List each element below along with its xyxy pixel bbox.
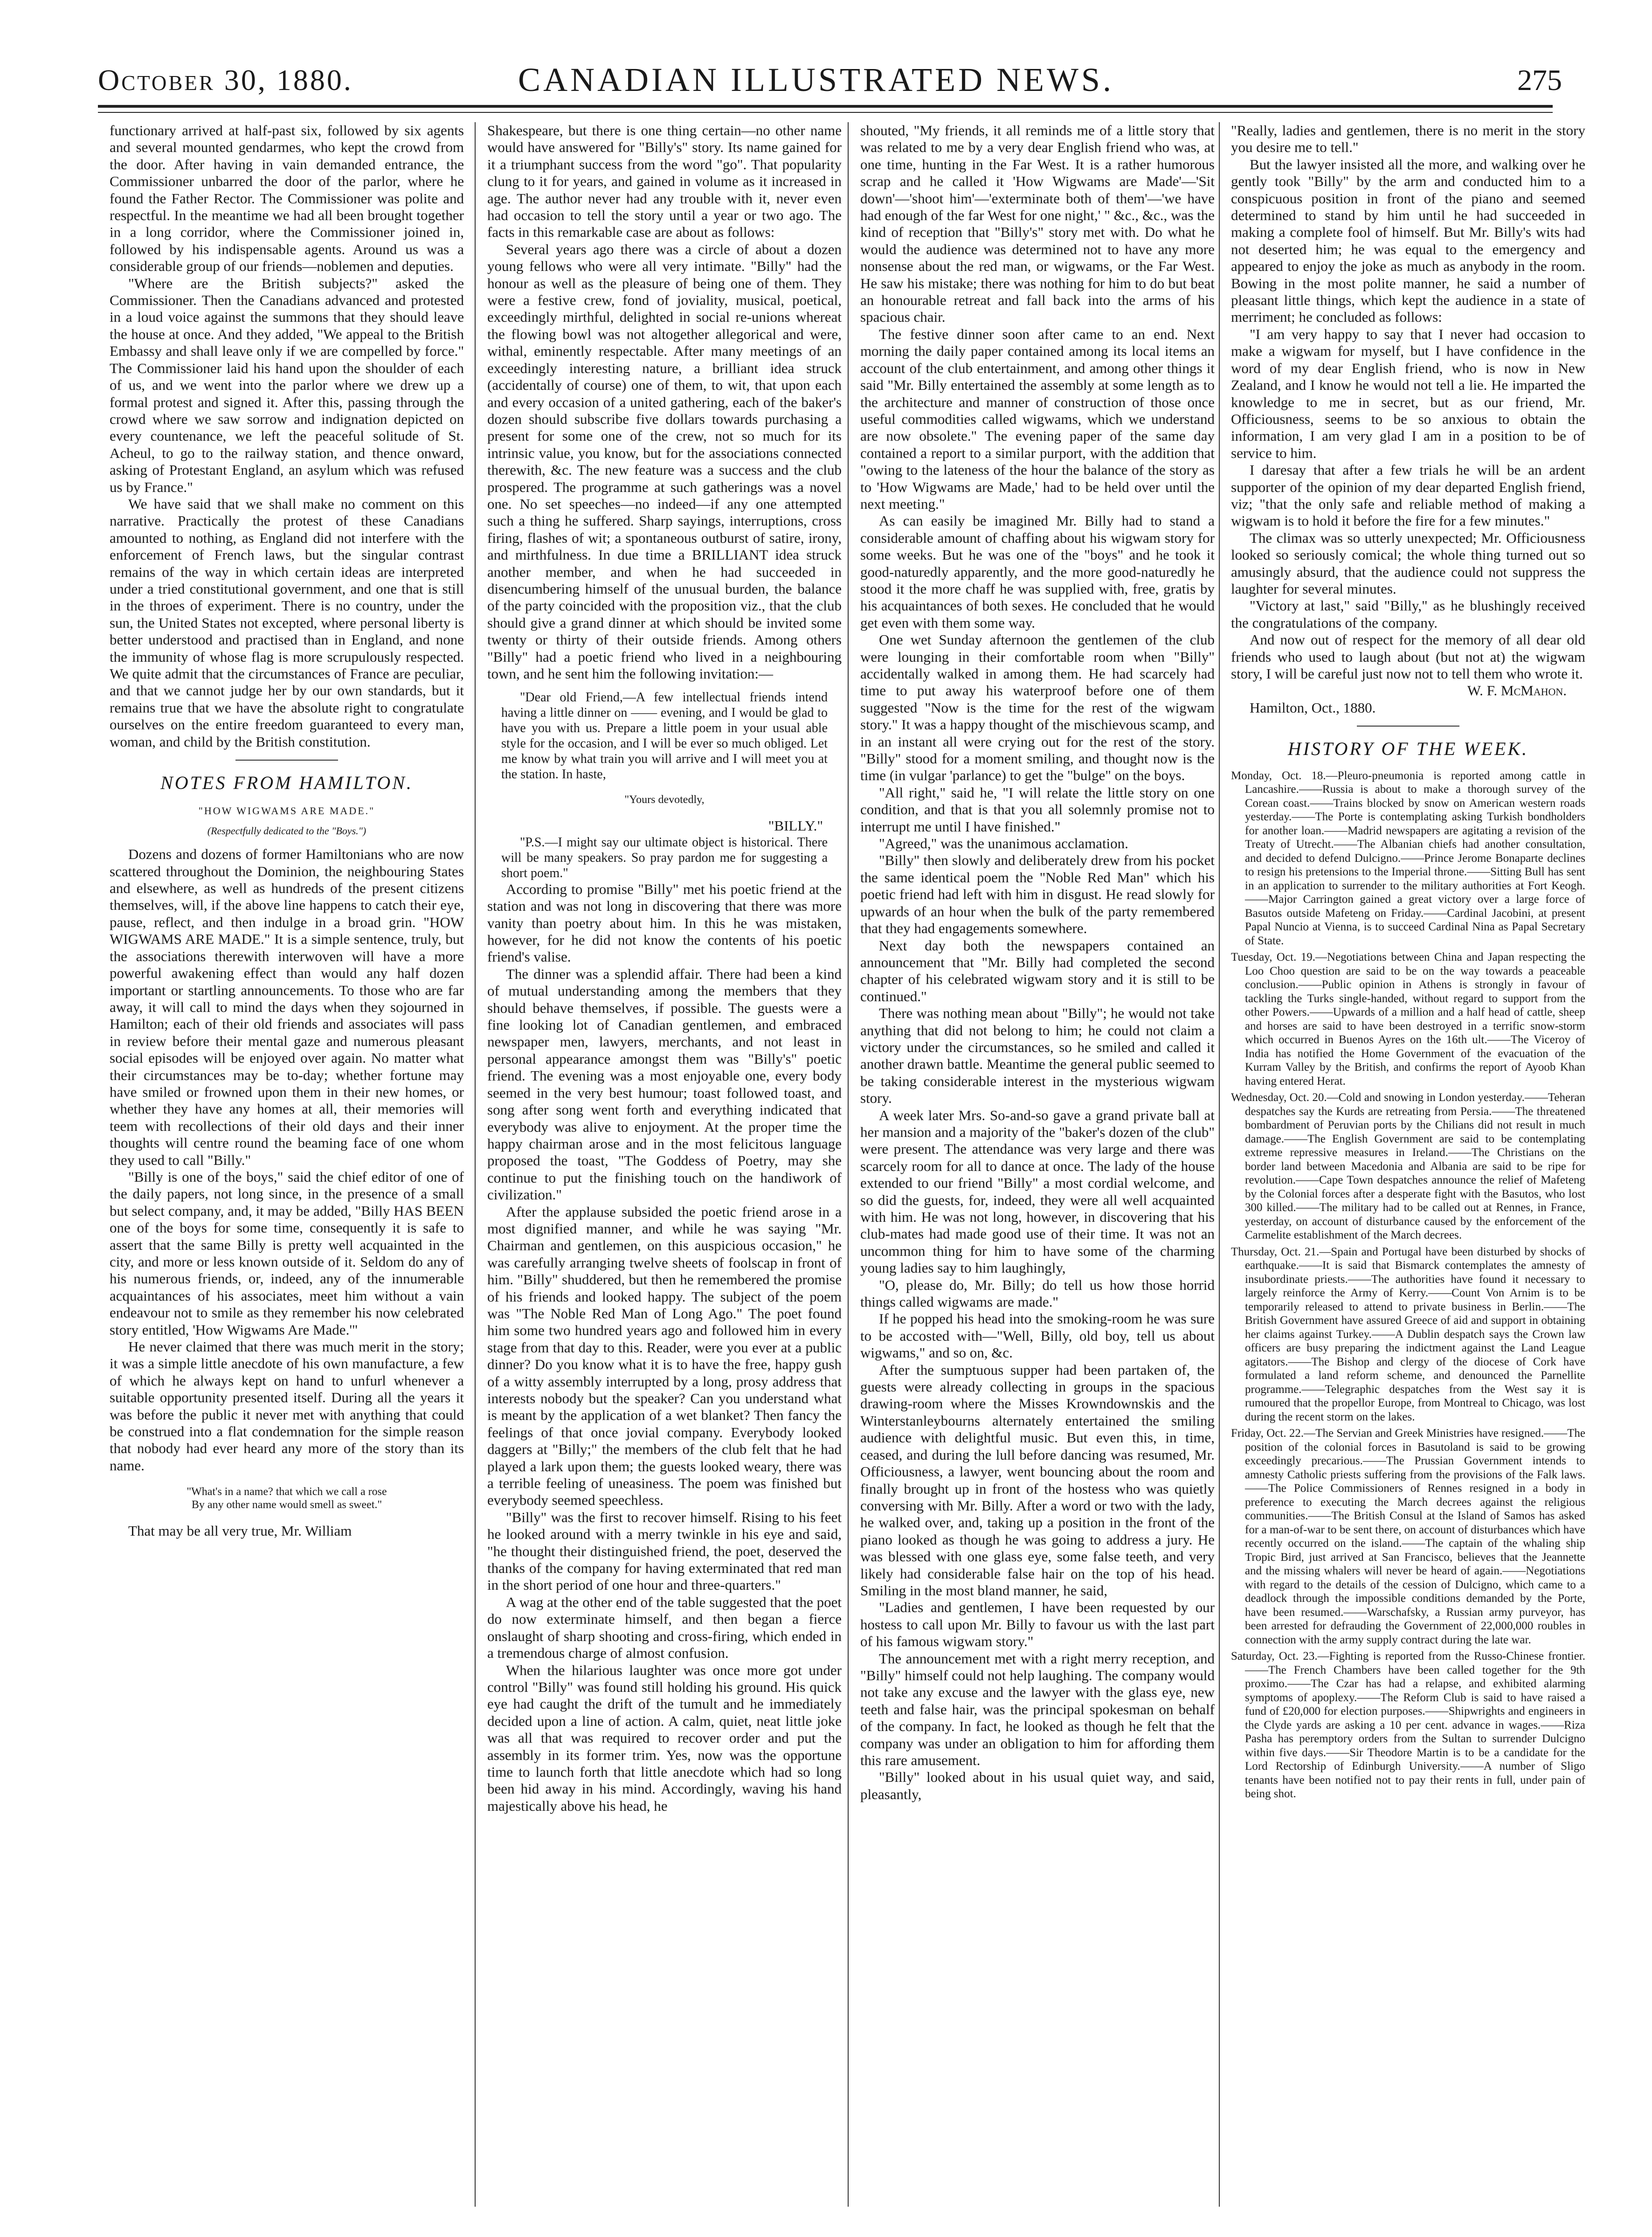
newspaper-title: CANADIAN ILLUSTRATED NEWS. [518, 61, 1114, 98]
paragraph: When the hilarious laughter was once more got under control "Billy" was found still holding his ground. His quick eye had caught the drift of the tumult and he immediately decided upon a line of action. A calm, quiet, neat little joke was all that was required to recover order and put the assembly in its former trim. Yes, now was the opportune time to launch forth that little anecdote which had so long been hid away in his mind. Accordingly, waving his hand majestically above his head, he [487, 1662, 842, 1814]
column-divider [1219, 122, 1220, 2207]
paragraph: After the applause subsided the poetic friend arose in a most dignified manner, and while he was saying "Mr. Chairman and gentlemen, on this auspicious occasion," he was carefully arranging twelve sheets of foolscap in front of him. "Billy" shuddered, but then he remembered the promise of his friends and looked happy. The subject of the poem was "The Noble Red Man of Long Ago." The poet found him some two hundred years ago and followed him in every stage from that day to this. Reader, were you ever at a public dinner? Do you know what it is to have the free, happy gush of a witty assembly interrupted by a long, prosy address that interests nobody but the speaker? Can you understand what is meant by the application of a wet blanket? Then fancy the feelings of that once jovial company. Everybody looked daggers at "Billy;" the members of the club felt that he had played a lark upon them; the guests looked weary, there was a terrible feeling of uneasiness. The poem was finished but everybody seemed speechless. [487, 1203, 842, 1509]
week-entry-tuesday: Tuesday, Oct. 19.—Negotiations between China and Japan respecting the Loo Choo question are said to be on the way towards a peaceable conclusion.——Public opinion in Athens is strongly in favour of tackling the Turks single-handed, without regard to support from the other Powers.——Upwards of a million and a half head of cattle, sheep and horses are said to have been destroyed in a terrific snow-storm which occurred in Buenos Ayres on the 16th ult.——The Viceroy of India has notified the Home Government of the evacuation of the Kurram Valley by the British, and confirms the report of Ayoob Khan having entered Herat. [1231, 951, 1585, 1087]
letter-signature: "BILLY." [768, 817, 823, 834]
paragraph: The festive dinner soon after came to an end. Next morning the daily paper contained among its local items an account of the club entertainment, and among other things it said "Mr. Billy entertained the assembly at some length as to the architecture and manner of construction of those once useful commodities called wigwams, which we understand are now obsolete." The evening paper of the same day contained a report to a similar purport, with the addition that "owing to the lateness of the hour the balance of the story as to 'How Wigwams are Made,' had to be held over until the next meeting." [860, 326, 1215, 512]
column-4 [1231, 122, 1585, 1804]
column-2 [487, 122, 842, 1815]
section-divider [235, 760, 338, 761]
paragraph: "O, please do, Mr. Billy; do tell us how those horrid things called wigwams are made." [860, 1276, 1215, 1310]
paragraph: As can easily be imagined Mr. Billy had to stand a considerable amount of chaffing about his wigwam story for some weeks. But he was one of the "boys" and he took it good-naturedly apparently, and the more good-naturedly he stood it the more chaff he was supplied with, free, gratis by his acquaintances of both sexes. He concluded that he would get even with them some way. [860, 513, 1215, 631]
article-subtitle: "HOW WIGWAMS ARE MADE." [198, 805, 375, 817]
paragraph: Shakespeare, but there is one thing certain—no other name would have answered for "Billy's" story. Its name gained for it a triumphant success from the word "go". That popularity clung to it for years, and gained in volume as it increased in age. The author never had any trouble with it, never even had occasion to tell the story until a year or two ago. The facts in this remarkable case are about as follows: [487, 122, 842, 241]
column-3 [860, 122, 1215, 1803]
paragraph: That may be all very true, Mr. William [128, 1523, 352, 1539]
paragraph: But the lawyer insisted all the more, and walking over he gently took "Billy" by the arm and conducted him to a conspicuous position in front of the piano and seemed determined to stand by him until he had succeeded in making a complete fool of himself. But Mr. Billy's wits had not deserted him; he was equal to the emergency and appeared to enjoy the joke as much as anybody in the room. Bowing in the most polite manner, he said a number of pleasant little things, which kept the audience in a state of merriment; he concluded as follows: [1231, 156, 1585, 326]
paragraph: shouted, "My friends, it all reminds me of a little story that was related to me by a very dear English friend who was, at one time, hunting in the Far West. It is a rather humorous scrap and he called it 'How Wigwams are Made'—'Sit down'—'shoot him'—'exterminate both of them'—'we have had enough of the far West for one night,' " &c., &c., was the kind of reception that "Billy's" story met with. Do what he would the audience was determined not to have any more nonsense about the red man, or wigwams, or the Far West. He saw his mistake; there was nothing for him to do but beat an honourable retreat and fall back into the arms of his spacious chair. [860, 122, 1215, 326]
paragraph: Several years ago there was a circle of about a dozen young fellows who were all very intimate. "Billy" had the honour as well as the pleasure of being one of them. They were a festive crew, fond of joviality, musical, poetical, exceedingly mirthful, delighted in social re-unions whereat the flowing bowl was not altogether allegorical and were, withal, eminently respectable. After many meetings of an exceedingly interesting nature, a brilliant idea struck (accidentally of course) one of them, to wit, that upon each and every occasion of a united gathering, each of the baker's dozen should subscribe five dollars towards purchasing a present for some one of the crew, not so much for its intrinsic value, you know, but for the associations connected therewith, &c. The new feature was a success and the club prospered. The programme at such gatherings was a novel one. No set speeches—no indeed—if any one attempted such a thing he suffered. Sharp sayings, interruptions, cross firing, flashes of wit; a spontaneous outburst of satire, irony, and mirthfulness. In due time a BRILLIANT idea struck another member, and when he had succeeded in disencumbering himself of the unusual burden, the balance of the party coincided with the proposition viz., that the club should give a grand dinner at which should be invited some twenty or thirty of their outside friends. Among others "Billy" had a poetic friend who lived in a neighbouring town, and he sent him the following invitation:— [487, 241, 842, 682]
week-entry-wednesday: Wednesday, Oct. 20.—Cold and snowing in London yesterday.——Teheran despatches say the Kurds are retreating from Persia.——The threatened bombardment of Peruvian ports by the Chilians did not result in much damage.——The English Government are said to be contemplating extreme repressive measures in Ireland.——The Christians on the border land between Macedonia and Albania are said to be ripe for revolution.——Cape Town despatches announce the relief of Mafeteng by the Colonial forces after a desperate fight with the Basutos, who lost 300 killed.——The military had to be called out at Rennes, in France, yesterday, on account of disturbance caused by the enforcement of the Carmelite establishment of the March decrees. [1231, 1091, 1585, 1242]
masthead-rule [98, 105, 1553, 108]
paragraph: There was nothing mean about "Billy"; he would not take anything that did not belong to him; he could not claim a victory under the circumstances, so he smiled and called it another drawn battle. Meantime the general public seemed to be taking considerable interest in the mysterious wigwam story. [860, 1005, 1215, 1107]
paragraph: "Billy is one of the boys," said the chief editor of one of the daily papers, not long since, in the presence of a small but select company, and, it may be added, "Billy HAS BEEN one of the boys for some time, consequently it is safe to assert that the same Billy is pretty well acquainted in the city, and more or less known outside of it. Seldom do any of his numerous friends, or, indeed, any of the innumerable acquaintances of his associates, meet him without a vain endeavour not to smile as they remember his now celebrated story entitled, 'How Wigwams Are Made.'" [110, 1168, 464, 1338]
issue-date: October 30, 1880. [98, 63, 353, 97]
paragraph: A wag at the other end of the table suggested that the poet do now exterminate himself, and then began a fierce onslaught of sharp shooting and cross-firing, which ended in a tremendous charge of almost confusion. [487, 1593, 842, 1662]
paragraph: functionary arrived at half-past six, followed by six agents and several mounted gendarmes, who kept the crowd from the door. After having in vain demanded entrance, the Commissioner unbarred the door of the parlor, where he found the Father Rector. The Commissioner was polite and respectful. In the meantime we had all been brought together in a long corridor, where the Commissioner joined in, followed by his indispensable agents. Around us was a considerable group of our friends—noblemen and deputies. [110, 122, 464, 275]
paragraph: After the sumptuous supper had been partaken of, the guests were already collecting in groups in the spacious drawing-room where the Misses Krowndownskis and the Winterstanleybourns alternately entertained the smiling audience with delightful music. But even this, in time, ceased, and during the lull before dancing was resumed, Mr. Officiousness, a lawyer, went bouncing about the room and finally brought up in front of the hostess who was quietly conversing with Mr. Billy. After a word or two with the lady, he walked over, and, taking up a position in the front of the piano looked as though he was going to address a jury. He was blessed with one glass eye, some false teeth, and very likely had considerable false hair on the top of his head. Smiling in the most bland manner, he said, [860, 1361, 1215, 1599]
paragraph: A week later Mrs. So-and-so gave a grand private ball at her mansion and a majority of the "baker's dozen of the club" were present. The attendance was very large and there was scarcely room for all to dance at once. The lady of the house extended to our friend "Billy" a most cordial welcome, and so did the guests, for, indeed, they were all well acquainted with him. He was not long, however, in discovering that his club-mates had made good use of their time. It was not an uncommon thing for him to have some of the charming young ladies say to him laughingly, [860, 1107, 1215, 1276]
paragraph: "All right," said he, "I will relate the little story on one condition, and that is that you all solemnly promise not to interrupt me until I have finished." [860, 784, 1215, 835]
paragraph: If he popped his head into the smoking-room he was sure to be accosted with—"Well, Billy, old boy, tell us about wigwams," and so on, &c. [860, 1310, 1215, 1361]
week-entry-thursday: Thursday, Oct. 21.—Spain and Portugal have been disturbed by shocks of earthquake.——It is said that Bismarck contemplates the amnesty of insubordinate priests.——The authorities have found it necessary to largely reinforce the Army of Kerry.——Count Von Arnim is to be temporarily released to attend to private business in Berlin.——The British Government have assured Greece of aid and support in obtaining her claims against Turkey.——A Dublin despatch says the Crown law officers are busy preparing the indictment against the Land League agitators.——The Bishop and clergy of the diocese of Cork have formulated a land reform scheme, and denounced the Parnellite programme.——Telegraphic despatches from the West say it is rumoured that the propellor Europe, from Montreal to Chicago, was lost during the recent storm on the lakes. [1231, 1245, 1585, 1423]
page-number: 275 [1517, 63, 1562, 97]
paragraph: We have said that we shall make no comment on this narrative. Practically the protest of these Canadians amounted to nothing, as England did not interfere with the enforcement of French laws, but the singular contrast remains of the way in which certain ideas are interpreted under a tried constitutional government, and one that is still in the throes of experiment. There is no country, under the sun, the United States not excepted, where personal liberty is better understood and practised than in England, and none the immunity of whose flag is more scrupulously respected. We quite admit that the circumstances of France are peculiar, and that we cannot judge her by our own standards, but it remains true that we have the absolute right to congratulate ourselves on the entire freedom guaranteed to every man, woman, and child by the British constitution. [110, 495, 464, 750]
column-divider [475, 122, 476, 2207]
verse-line: By any other name would smell as sweet." [191, 1499, 382, 1511]
paragraph: The climax was so utterly unexpected; Mr. Officiousness looked so seriously comical; the whole thing turned out so amusingly absurd, that the audience could not suppress the laughter for several minutes. [1231, 529, 1585, 597]
paragraph: "Where are the British subjects?" asked the Commissioner. Then the Canadians advanced and protested in a loud voice against the summons that they should leave the house at once. And they added, "We appeal to the British Embassy and shall leave only if we are compelled by force." The Commissioner laid his hand upon the shoulder of each of us, and we went into the parlor where we drew up a formal protest and signed it. After this, passing through the crowd where we saw sorrow and indignation depicted on every countenance, we left the peaceful solitude of St. Acheul, to go to the railway station, and thence onward, asking of Protestant England, an asylum which was refused us by France." [110, 275, 464, 495]
week-entry-friday: Friday, Oct. 22.—The Servian and Greek Ministries have resigned.——The position of the colonial forces in Basutoland is said to be growing exceedingly precarious.——The Prussian Government intends to amnesty Catholic priests suffering from the provisions of the Falk laws.——The Police Commissioners of Rennes resigned in a body in preference to executing the March decrees against the religious communities.——The British Consul at the Island of Samos has asked for a man-of-war to be sent there, on account of disturbances which have recently occurred on the island.——The captain of the whaling ship Tropic Bird, just arrived at San Francisco, believes that the Jeannette and the missing whalers will never be heard of again.——Negotiations with regard to the details of the cession of Dulcigno, which came to a deadlock through the impossible conditions demanded by the Porte, have been resumed.——Warschafsky, a Russian army purveyor, has been arrested for defrauding the Government of 22,000,000 roubles in connection with the army supply contract during the late war. [1231, 1427, 1585, 1646]
paragraph: "Victory at last," said "Billy," as he blushingly received the congratulations of the company. [1231, 597, 1585, 631]
section-title-history-of-the-week: HISTORY OF THE WEEK. [1287, 738, 1529, 760]
author-signature: W. F. McMahon. [1467, 682, 1567, 699]
paragraph: Next day both the newspapers contained an announcement that "Mr. Billy had completed the second chapter of his celebrated wigwam story and it is still to be continued." [860, 937, 1215, 1004]
masthead [70, 51, 1562, 103]
history-of-the-week [1231, 769, 1585, 1801]
verse-line: "What's in a name? that which we call a rose [187, 1486, 387, 1498]
paragraph: Dozens and dozens of former Hamiltonians who are now scattered throughout the Dominion, the neighbouring States and elsewhere, as well as hundreds of the present citizens themselves, will, if the above line happens to catch their eye, pause, reflect, and then indulge in a broad grin. "HOW WIGWAMS ARE MADE." It is a simple sentence, truly, but the associations therewith interwoven will have a more powerful awakening effect than would any half dozen important or startling announcements. To those who are far away, it will call to mind the days when they sojourned in Hamilton; each of their old friends and associates will pass in review before their mental gaze and numerous pleasant social episodes will be enjoyed over again. No matter what their circumstances may be to-day; whether fortune may have smiled or frowned upon them in their new homes, or whether they have any homes at all, their memories will teem with recollections of their old days and their inner thoughts will centre round the beaming face of one whom they used to call "Billy." [110, 846, 464, 1168]
column-divider [848, 122, 849, 2207]
paragraph: The dinner was a splendid affair. There had been a kind of mutual understanding among the members that they should behave themselves, if possible. The guests were a fine looking lot of Canadian gentlemen, and embraced newspaper men, lawyers, merchants, and not least in personal appearance amongst them was "Billy's" poetic friend. The evening was a most enjoyable one, every body seemed in the very best humour; toast followed toast, and song after song went forth and everything indicated that everybody was alive to enjoyment. At the proper time the happy chairman arose and in the most felicitous language proposed the toast, "The Goddess of Poetry, may she continue to put the finishing touch on the handiwork of civilization." [487, 965, 842, 1203]
paragraph: I daresay that after a few trials he will be an ardent supporter of the opinion of my dear departed English friend, viz; "that the only safe and reliable method of making a wigwam is to hold it before the fire for a few minutes." [1231, 462, 1585, 529]
paragraph: According to promise "Billy" met his poetic friend at the station and was not long in discovering that there was more vanity than poetry about him. In this he was mistaken, however, for he did not know the contents of his poetic friend's valise. [487, 880, 842, 965]
invitation-letter: "Dear old Friend,—A few intellectual friends intend having a little dinner on —— evening, and I would be glad to have you with us. Prepare a little poem in your usual able style for the occasion, and I will be ever so much obliged. Let me know by what train you will arrive and I will meet you at the station. In haste, [501, 690, 828, 782]
paragraph: He never claimed that there was much merit in the story; it was a simple little anecdote of his own manufacture, a few of which he always kept on hand to unfurl whenever a suitable opportunity presented itself. During all the years it was before the public it never met with anything that could be construed into a flat condemnation for the simple reason that nobody had ever heard any more of the story than its name. [110, 1338, 464, 1474]
paragraph: The announcement met with a right merry reception, and "Billy" himself could not help laughing. The company would not take any excuse and the lawyer with the glass eye, new teeth and false hair, was the principal spokesman on behalf of the company. In fact, he looked as though he felt that the company was under an obligation to him for affording them this rare amusement. [860, 1650, 1215, 1768]
paragraph: "Billy" then slowly and deliberately drew from his pocket the same identical poem the "Noble Red Man" which his poetic friend had left with him in disgust. He read slowly for upwards of an hour when the bulk of the party remembered that they had engagements somewhere. [860, 852, 1215, 937]
verse-quote [110, 1485, 464, 1511]
paragraph: "Billy" looked about in his usual quiet way, and said, pleasantly, [860, 1769, 1215, 1802]
section-title-notes-from-hamilton: NOTES FROM HAMILTON. [160, 772, 413, 794]
paragraph: And now out of respect for the memory of all dear old friends who used to laugh about (but not at) the wigwam story, I will be careful just now not to tell them who wrote it. [1231, 631, 1585, 682]
paragraph: "Really, ladies and gentlemen, there is no merit in the story you desire me to tell." [1231, 122, 1585, 156]
week-entry-saturday: Saturday, Oct. 23.—Fighting is reported from the Russo-Chinese frontier.——The French Chambers have been called together for the 9th proximo.——The Czar has had a relapse, and exhibited alarming symptoms of apoplexy.——The Reform Club is said to have raised a fund of £20,000 for election purposes.——Shipwrights and engineers in the Clyde yards are asking a 10 per cent. advance in wages.——Riza Pasha has peremptory orders from the Sultan to surrender Dulcigno within five days.——Sir Theodore Martin is to be a candidate for the Lord Rectorship of Edinburgh University.——A number of Sligo tenants have been notified not to pay their rents in full, under pain of being shot. [1231, 1650, 1585, 1801]
paragraph: One wet Sunday afternoon the gentlemen of the club were lounging in their comfortable room when "Billy" accidentally walked in among them. He had scarcely had time to put away his waterproof before one of them suggested "Now is the time for the rest of the wigwam story." It was a happy thought of the mischievous scamp, and in an instant all were crying out for the rest of the story. "Billy" stood for a moment smiling, and thought now is the time (in vulgar 'parlance) to get the "bulge" on the boys. [860, 631, 1215, 784]
column-1 [110, 122, 464, 1540]
letter-postscript: "P.S.—I might say our ultimate object is historical. There will be many speakers. So pray pardon me for suggesting a short poem." [501, 835, 828, 880]
masthead-rule-thin [98, 112, 1553, 113]
paragraph: "Agreed," was the unanimous acclamation. [879, 835, 1128, 852]
paragraph: "Ladies and gentlemen, I have been requested by our hostess to call upon Mr. Billy to favour us with the last part of his famous wigwam story." [860, 1599, 1215, 1650]
article-dedication: (Respectfully dedicated to the "Boys.") [207, 824, 366, 837]
paragraph: "I am very happy to say that I never had occasion to make a wigwam for myself, but I have confidence in the word of my dear English friend, who is now in New Zealand, and I know he would not tell a lie. He imparted the knowledge to me in secret, but as our friend, Mr. Officiousness, seems to be so anxious to obtain the information, I am very glad I am in a position to be of service to him. [1231, 326, 1585, 461]
section-divider [1357, 726, 1459, 727]
dateline: Hamilton, Oct., 1880. [1250, 699, 1376, 716]
week-entry-monday: Monday, Oct. 18.—Pleuro-pneumonia is reported among cattle in Lancashire.——Russia is about to make a thorough survey of the Corean coast.——Trains blocked by snow on American western roads yesterday.——The Porte is contemplating asking Turkish bondholders for another loan.——Madrid newspapers are agitating a revision of the Treaty of Utrecht.——The Albanian chiefs had another consultation, and decided to defend Dulcigno.——Prince Jerome Bonaparte declines to resign his pretensions to the Imperial throne.——Sitting Bull has sent in an application to surrender to the military authorities at Fort Keogh.——Major Carrington gained a great victory over a large force of Basutos outside Mafeteng on Friday.——Cardinal Jacobini, at present Papal Nuncio at Vienna, is to succeed Cardinal Nina as Papal Secretary of State. [1231, 769, 1585, 947]
letter-close: "Yours devotedly, [624, 794, 705, 806]
paragraph: "Billy" was the first to recover himself. Rising to his feet he looked around with a merry twinkle in his eye and said, "he thought their distinguished friend, the poet, deserved the thanks of the company for having exterminated that red man in the short period of one hour and three-quarters." [487, 1509, 842, 1593]
